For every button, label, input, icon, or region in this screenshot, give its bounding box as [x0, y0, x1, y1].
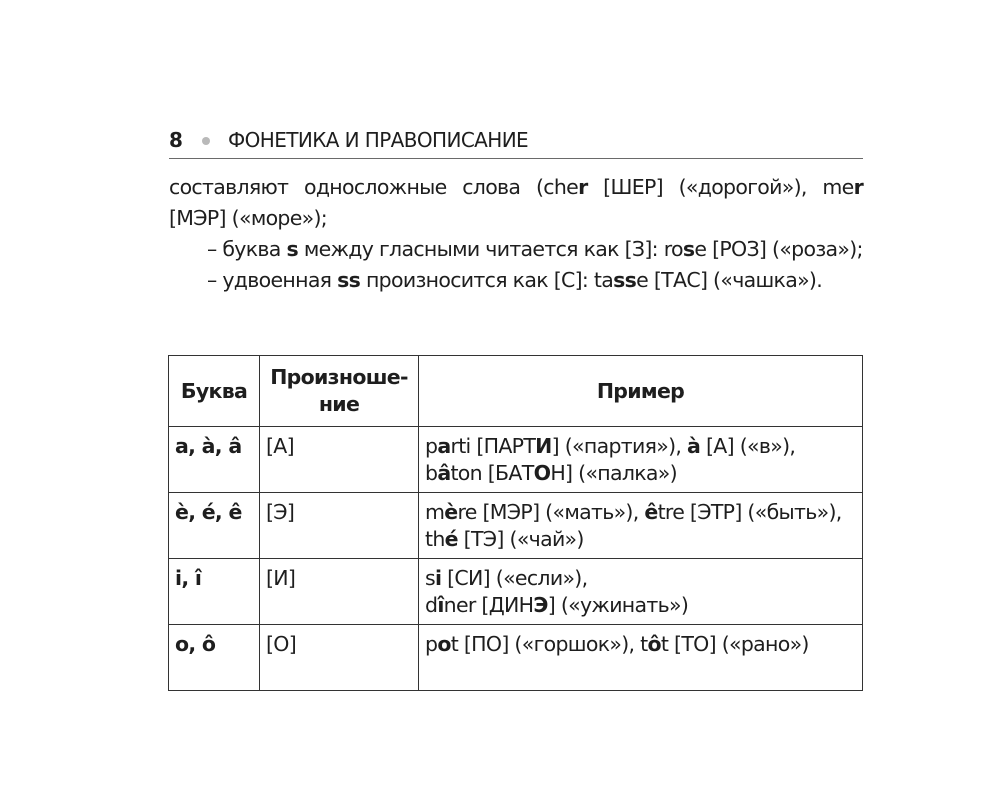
- bold-text-segment: o: [437, 632, 451, 656]
- running-header: [169, 126, 863, 159]
- bold-text-segment: r: [578, 175, 588, 199]
- text-segment: Н] («палка»): [550, 461, 677, 485]
- bold-text-segment: О: [533, 461, 551, 485]
- pronunciation-cell: [А]: [260, 427, 419, 493]
- text-segment: p: [425, 632, 438, 656]
- bold-text-segment: ê: [644, 500, 658, 524]
- text-segment: re [МЭР] («мать»),: [457, 500, 645, 524]
- column-header-example: Пример: [419, 356, 863, 427]
- text-segment: t [ПО] («горшок»), t: [450, 632, 648, 656]
- letter-cell: a, à, â: [169, 427, 260, 493]
- text-segment: m: [425, 500, 445, 524]
- column-header-letter: Буква: [169, 356, 260, 427]
- bold-text-segment: Э: [533, 593, 548, 617]
- text-segment: tre [ЭТР] («быть»), th: [425, 500, 842, 551]
- bold-text-segment: î: [437, 593, 444, 617]
- bold-text-segment: â: [437, 461, 451, 485]
- bold-text-segment: i: [434, 566, 442, 590]
- text-segment: [А] («в»), b: [425, 434, 796, 485]
- column-header-pronunciation: Произноше-ние: [260, 356, 419, 427]
- text-segment: [СИ] («если»),: [441, 566, 588, 590]
- example-cell: [419, 559, 863, 625]
- text-segment: s: [425, 566, 435, 590]
- bold-text-segment: é: [444, 527, 458, 551]
- pronunciation-cell: [О]: [260, 625, 419, 691]
- example-cell: [419, 493, 863, 559]
- text-segment: – удвоенная: [207, 268, 338, 292]
- bold-text-segment: ss: [613, 268, 637, 292]
- bold-text-segment: И: [535, 434, 552, 458]
- bold-text-segment: s: [682, 237, 695, 261]
- example-cell: [419, 427, 863, 493]
- table-row: [169, 427, 863, 493]
- section-title: ФОНЕТИКА И ПРАВОПИСАНИЕ: [228, 128, 529, 152]
- paragraph: [169, 265, 863, 296]
- text-segment: e [РОЗ] («роза»);: [694, 237, 863, 261]
- text-segment: d: [425, 593, 438, 617]
- table-row: [169, 493, 863, 559]
- bold-text-segment: è: [444, 500, 458, 524]
- bold-text-segment: r: [853, 175, 863, 199]
- text-segment: [ШЕР] («дорогой»), me: [587, 175, 854, 199]
- pronunciation-table: [168, 355, 863, 691]
- letter-cell: i, î: [169, 559, 260, 625]
- pronunciation-cell: [И]: [260, 559, 419, 625]
- text-segment: – буква: [207, 237, 287, 261]
- letter-cell: o, ô: [169, 625, 260, 691]
- text-segment: rti [ПАРТ: [450, 434, 536, 458]
- table-header-row: [169, 356, 863, 427]
- text-segment: ton [БАТ: [450, 461, 534, 485]
- text-segment: ] («партия»),: [551, 434, 688, 458]
- text-segment: ner [ДИН: [443, 593, 534, 617]
- bullet-separator: [202, 137, 210, 145]
- text-segment: [МЭР] («море»);: [169, 206, 327, 230]
- text-segment: t [ТО] («рано»): [660, 632, 809, 656]
- page-number: 8: [169, 128, 183, 152]
- bold-text-segment: ss: [337, 268, 361, 292]
- text-segment: составляют односложные слова (che: [169, 175, 579, 199]
- paragraph: [169, 172, 863, 234]
- letter-cell: è, é, ê: [169, 493, 260, 559]
- text-segment: e [ТАС] («чашка»).: [636, 268, 823, 292]
- text-segment: между гласными читается как [З]: ro: [298, 237, 683, 261]
- pronunciation-cell: [Э]: [260, 493, 419, 559]
- bold-text-segment: ô: [647, 632, 661, 656]
- text-segment: произносится как [С]: ta: [360, 268, 614, 292]
- text-segment: p: [425, 434, 438, 458]
- text-segment: [ТЭ] («чай»): [457, 527, 584, 551]
- table-row: [169, 625, 863, 691]
- example-cell: [419, 625, 863, 691]
- text-segment: ] («ужинать»): [547, 593, 689, 617]
- paragraph: [169, 234, 863, 265]
- bold-text-segment: s: [286, 237, 298, 261]
- bold-text-segment: à: [687, 434, 701, 458]
- body-text: [169, 172, 863, 296]
- table-row: [169, 559, 863, 625]
- bold-text-segment: a: [437, 434, 451, 458]
